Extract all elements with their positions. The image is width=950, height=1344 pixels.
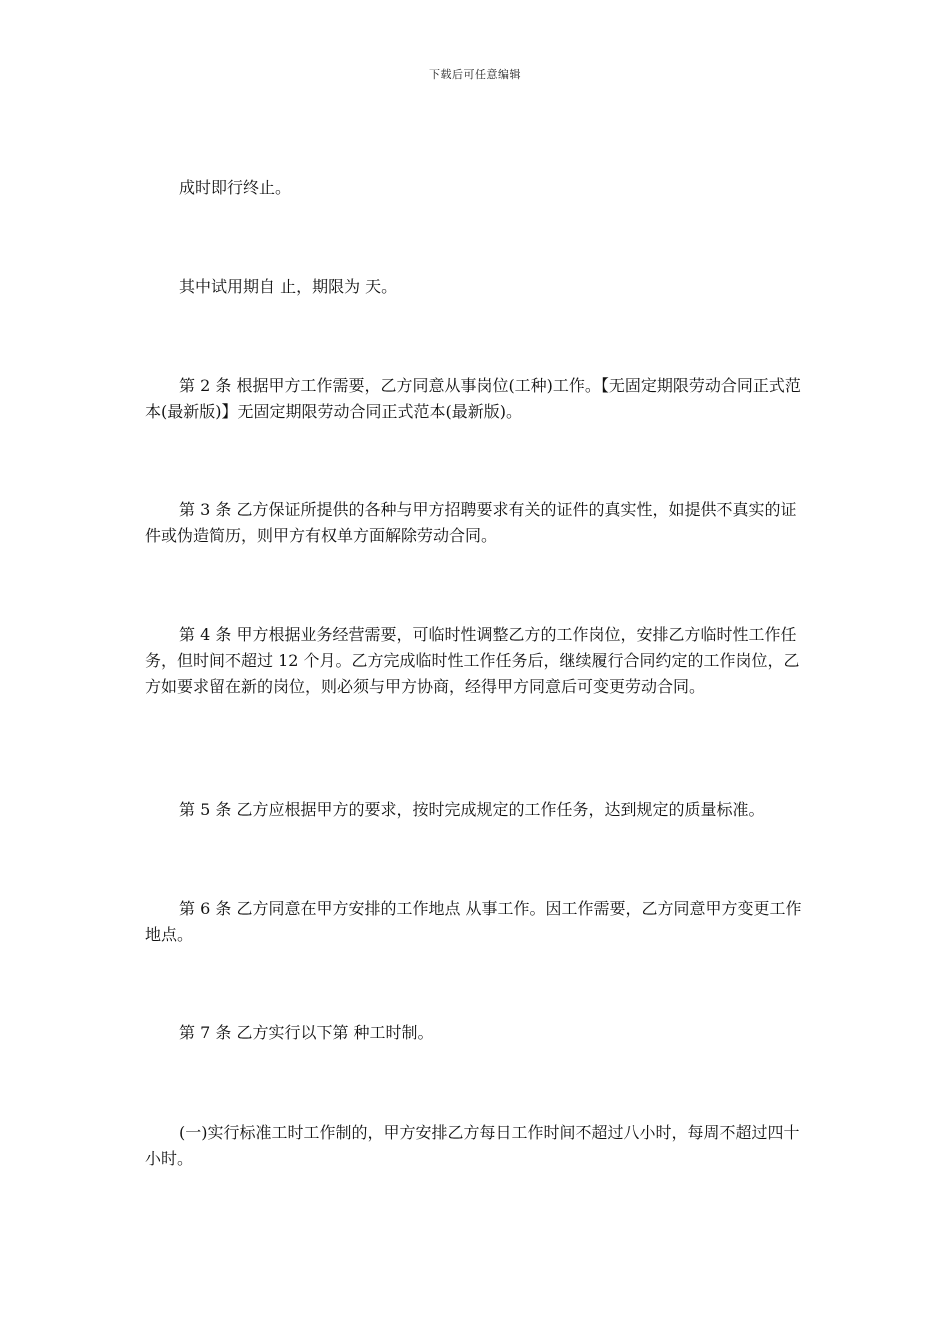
paragraph-probation: 其中试用期自 止，期限为 天。 — [179, 277, 398, 296]
paragraph-standard-hours: (一)实行标准工时工作制的，甲方安排乙方每日工作时间不超过八小时，每周不超过四十小时。 — [145, 1123, 800, 1168]
paragraph-article-6: 第 6 条 乙方同意在甲方安排的工作地点 从事工作。因工作需要，乙方同意甲方变更工作地点。 — [145, 899, 802, 944]
paragraph-article-5: 第 5 条 乙方应根据甲方的要求，按时完成规定的工作任务，达到规定的质量标准。 — [179, 800, 765, 819]
page-header: 下载后可任意编辑 — [429, 68, 521, 81]
paragraph-article-3: 第 3 条 乙方保证所提供的各种与甲方招聘要求有关的证件的真实性，如提供不真实的证件或伪造简历，则甲方有权单方面解除劳动合同。 — [145, 500, 797, 545]
paragraph-article-2: 第 2 条 根据甲方工作需要，乙方同意从事岗位(工种)工作。【无固定期限劳动合同正式范本(最新版)】无固定期限劳动合同正式范本(最新版)。 — [145, 376, 801, 421]
paragraph-article-4: 第 4 条 甲方根据业务经营需要，可临时性调整乙方的工作岗位，安排乙方临时性工作任务，但时间不超过 12 个月。乙方完成临时性工作任务后，继续履行合同约定的工作岗位，乙方如要求留在新的岗位，则必须与甲方协商，经得甲方同意后可变更劳动合同。 — [145, 625, 800, 696]
paragraph-termination: 成时即行终止。 — [179, 178, 292, 197]
paragraph-article-7: 第 7 条 乙方实行以下第 种工时制。 — [179, 1023, 434, 1042]
